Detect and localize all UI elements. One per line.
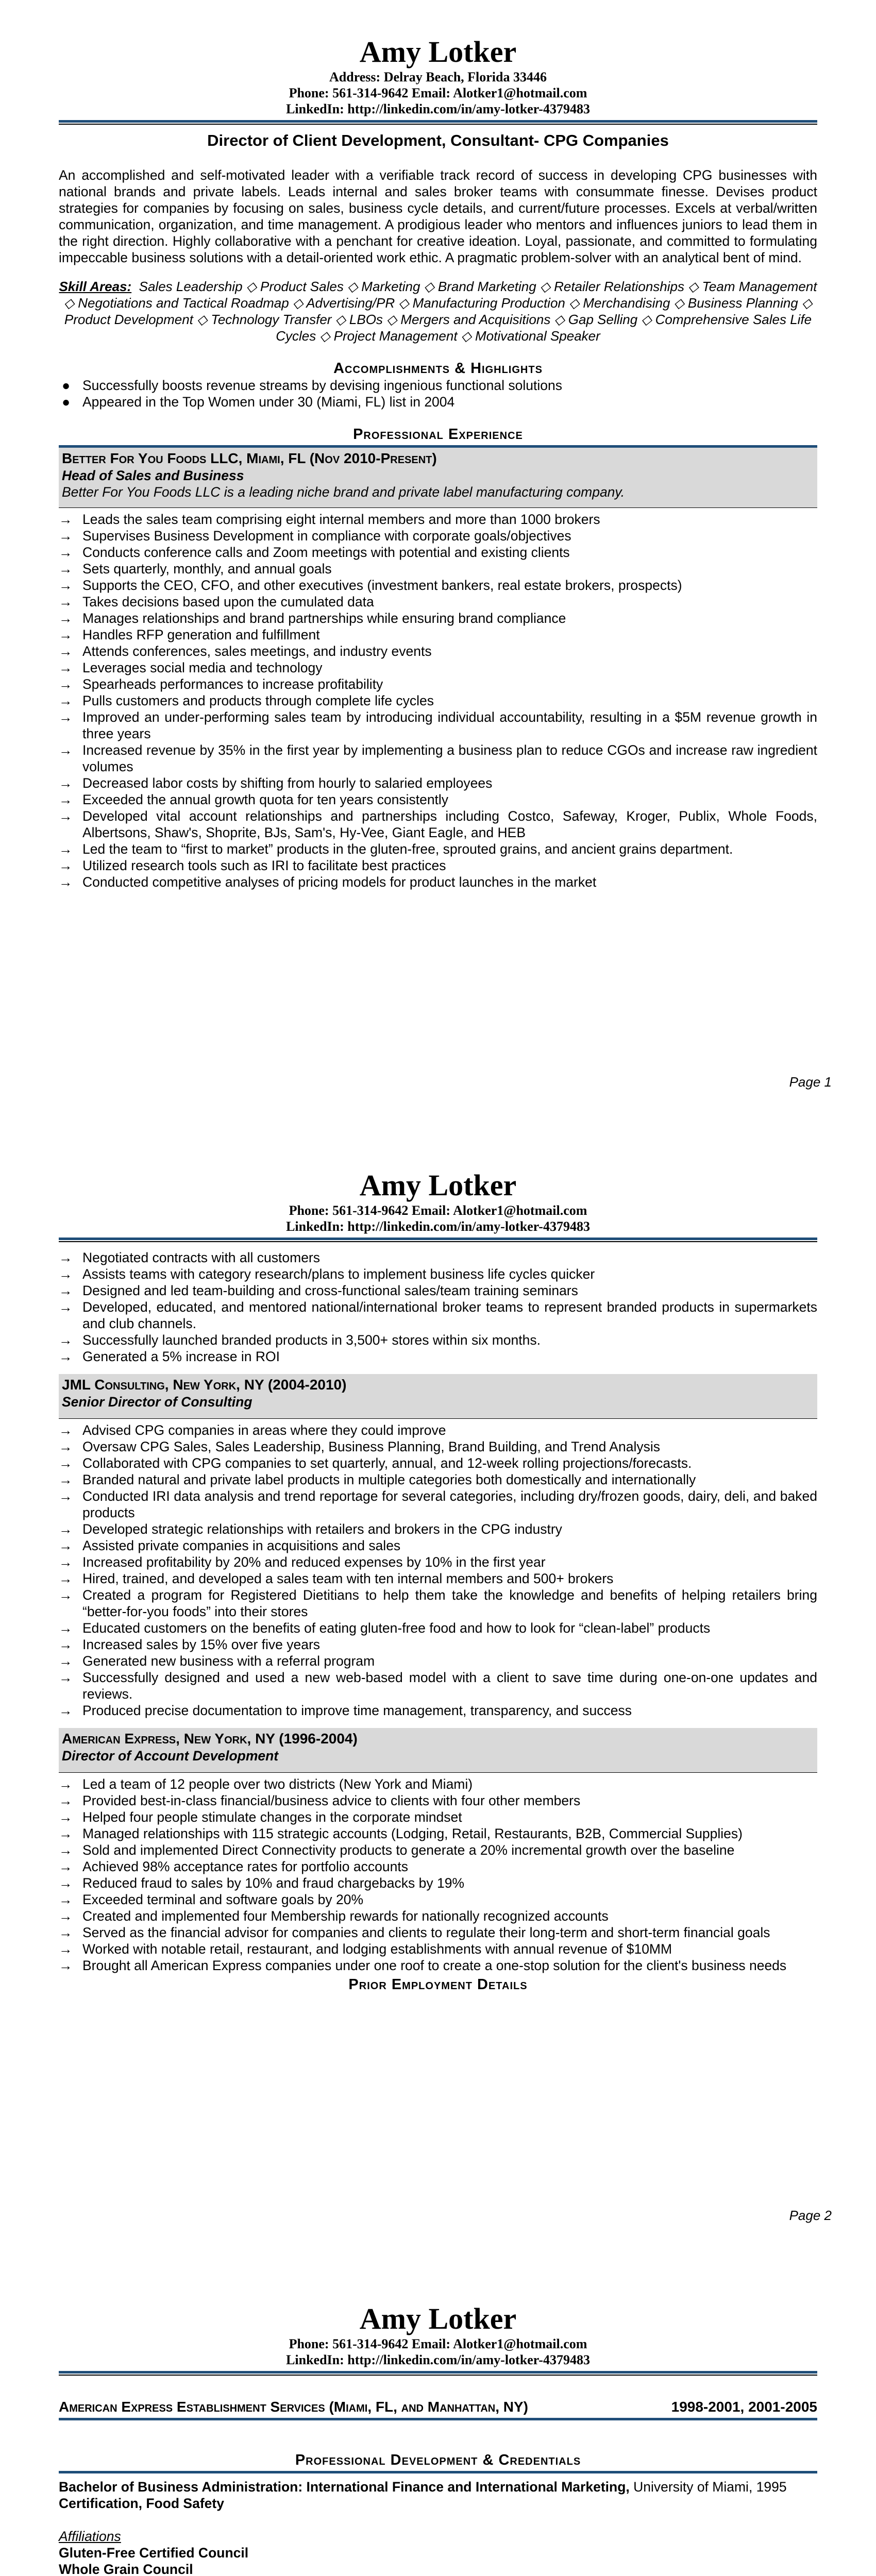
list-item: → Designed and led team-building and cross-functional sales/team training seminars xyxy=(59,1283,578,1298)
job-bullets xyxy=(59,1422,817,1719)
list-item: → Assists teams with category research/plans to implement business life cycles quicker xyxy=(59,1266,595,1282)
list-item: → Decreased labor costs by shifting from hourly to salaried employees xyxy=(59,775,493,791)
list-item: → Improved an under-performing sales team by introducing individual accountability, resulting in a $5M revenue growth in three years xyxy=(59,709,817,741)
list-item: → Increased revenue by 35% in the first year by implementing a business plan to reduce CGOs and increase raw ingredient volumes xyxy=(59,742,817,774)
list-item: → Increased profitability by 20% and reduced expenses by 10% in the first year xyxy=(59,1554,546,1570)
prior-employer-dates: 1998-2001, 2001-2005 xyxy=(671,2399,817,2415)
list-item: → Developed, educated, and mentored national/international broker teams to represent branded products in supermarkets and club channels. xyxy=(59,1299,817,1331)
candidate-name: Amy Lotker xyxy=(359,2302,517,2335)
skill-areas-label: Skill Areas: xyxy=(59,279,132,294)
list-item: → Increased sales by 15% over five years xyxy=(59,1637,321,1652)
list-item: → Conducted IRI data analysis and trend reportage for several categories, including dry/frozen goods, dairy, deli, and baked products xyxy=(59,1488,817,1520)
list-item: ● Successfully boosts revenue streams by devising ingenious functional solutions xyxy=(62,378,562,393)
list-item: → Sold and implemented Direct Connectivity products to generate a 20% incremental growth over the baseline xyxy=(59,1842,735,1858)
list-item: → Leverages social media and technology xyxy=(59,660,323,675)
list-item: → Conducts conference calls and Zoom meetings with potential and existing clients xyxy=(59,545,570,560)
list-item: → Collaborated with CPG companies to set quarterly, annual, and 12-week rolling projections/forecasts. xyxy=(59,1455,692,1471)
job-title: Head of Sales and Business xyxy=(62,468,244,483)
contact-phone-email: Phone: 561-314-9642 Email: Alotker1@hotmail.com xyxy=(289,86,587,100)
list-item: → Produced precise documentation to improve time management, transparency, and success xyxy=(59,1703,632,1718)
list-item: → Developed vital account relationships and partnerships including Costco, Safeway, Kroger, Publix, Whole Foods, Albertsons, Shaw's, Shoprite, BJs, Sam's, Hy-Vee, Giant Eagle, and HEB xyxy=(59,808,817,840)
list-item: → Exceeded terminal and software goals by 20% xyxy=(59,1892,364,1907)
skill-areas xyxy=(59,278,817,344)
job-title: Senior Director of Consulting xyxy=(62,1394,252,1410)
job-company: American Express, New York, NY (1996-2004) xyxy=(62,1731,358,1747)
list-item: → Hired, trained, and developed a sales team with ten internal members and 500+ brokers xyxy=(59,1571,614,1586)
page-number: Page 2 xyxy=(789,2208,832,2223)
prior-employment-title: Prior Employment Details xyxy=(348,1976,528,1993)
list-item: → Takes decisions based upon the cumulated data xyxy=(59,594,374,609)
contact-phone-email: Phone: 561-314-9642 Email: Alotker1@hotmail.com xyxy=(289,2336,587,2351)
degree-name: Bachelor of Business Administration: International Finance and International Marketing, xyxy=(59,2479,630,2495)
experience-title: Professional Experience xyxy=(353,426,523,443)
page-2 xyxy=(0,1133,876,2267)
list-item: → Supports the CEO, CFO, and other executives (investment bankers, real estate brokers, prospects) xyxy=(59,578,682,593)
list-item: ● Appeared in the Top Women under 30 (Miami, FL) list in 2004 xyxy=(62,394,455,410)
skill-areas-list: Sales Leadership ◇ Product Sales ◇ Marketing ◇ Brand Marketing ◇ Retailer Relationships ◇ Team Management ◇ Negotiations and Tactical Roadmap ◇ Advertising/PR ◇ Manufacturing Production ◇ Merchandising ◇ Business Planning ◇ Product Development ◇ Technology Transfer ◇ LBOs ◇ Mergers and Acquisitions ◇ Gap Selling ◇ Comprehensive Sales Life Cycles ◇ Project Management ◇ Motivational Speaker xyxy=(63,279,817,344)
job-description: Better For You Foods LLC is a leading niche brand and private label manufacturing company. xyxy=(62,484,625,500)
list-item: → Managed relationships with 115 strategic accounts (Lodging, Retail, Restaurants, B2B, Commercial Supplies) xyxy=(59,1826,743,1841)
summary: An accomplished and self-motivated leader with a verifiable track record of success in developing CPG businesses with national brands and private labels. Leads internal and sales broker teams with consummate finesse. Devises product strategies for companies by focusing on sales, business cycle details, and current/future processes. Excels at verbal/written communication, organization, and time management. A prodigious leader who mentors and influences juniors to lead them in the right direction. Highly collaborative with a penchant for creative ideation. Loyal, passionate, and committed to formulating impeccable business solutions with a detail-oriented work ethic. A pragmatic problem-solver with an analytical bent of mind. xyxy=(59,167,817,265)
candidate-name: Amy Lotker xyxy=(359,35,517,69)
list-item: → Generated new business with a referral program xyxy=(59,1653,375,1669)
list-item: → Leads the sales team comprising eight internal members and more than 1000 brokers xyxy=(59,512,600,527)
page-1 xyxy=(0,0,876,1133)
candidate-name: Amy Lotker xyxy=(359,1168,517,1202)
accomplishments-title: Accomplishments & Highlights xyxy=(333,360,543,377)
list-item: → Negotiated contracts with all customers xyxy=(59,1250,321,1265)
list-item: → Attends conferences, sales meetings, and industry events xyxy=(59,643,432,659)
list-item: → Oversaw CPG Sales, Sales Leadership, Business Planning, Brand Building, and Trend Analysis xyxy=(59,1439,660,1454)
education-title: Professional Development & Credentials xyxy=(295,2452,581,2468)
list-item: → Created and implemented four Membership rewards for nationally recognized accounts xyxy=(59,1908,609,1924)
list-item: → Worked with notable retail, restaurant, and lodging establishments with annual revenue of $10MM xyxy=(59,1941,672,1957)
affiliation-item: Whole Grain Council xyxy=(59,2562,193,2576)
prior-employer: American Express Establishment Services (Miami, FL, and Manhattan, NY) xyxy=(59,2399,528,2415)
list-item: → Sets quarterly, monthly, and annual goals xyxy=(59,561,332,577)
list-item: → Conducted competitive analyses of pricing models for product launches in the market xyxy=(59,874,597,890)
list-item: → Successfully designed and used a new web-based model with a client to save time during one-on-one updates and reviews. xyxy=(59,1670,817,1702)
contact-phone-email: Phone: 561-314-9642 Email: Alotker1@hotmail.com xyxy=(289,1203,587,1218)
job-company: JML Consulting, New York, NY (2004-2010) xyxy=(62,1377,347,1393)
list-item: → Achieved 98% acceptance rates for portfolio accounts xyxy=(59,1859,408,1874)
job-title: Director of Account Development xyxy=(62,1748,279,1764)
list-item: → Led the team to “first to market” products in the gluten-free, sprouted grains, and ancient grains department. xyxy=(59,841,733,857)
list-item: → Generated a 5% increase in ROI xyxy=(59,1349,280,1364)
accomplishments-list xyxy=(59,377,817,410)
list-item: → Reduced fraud to sales by 10% and fraud chargebacks by 19% xyxy=(59,1875,464,1891)
job-header xyxy=(59,1728,817,1772)
page-3 xyxy=(0,2267,876,2576)
page-number: Page 1 xyxy=(789,1074,832,1090)
list-item: → Provided best-in-class financial/business advice to clients with four other members xyxy=(59,1793,581,1808)
list-item: → Developed strategic relationships with retailers and brokers in the CPG industry xyxy=(59,1521,562,1537)
job-header xyxy=(59,448,817,507)
job-bullets-continued xyxy=(59,1249,817,1365)
list-item: → Utilized research tools such as IRI to facilitate best practices xyxy=(59,858,446,873)
contact-address: Address: Delray Beach, Florida 33446 xyxy=(329,70,547,84)
contact-linkedin: LinkedIn: http://linkedin.com/in/amy-lotker-4379483 xyxy=(286,2352,590,2367)
prior-employment-entry xyxy=(59,2398,817,2416)
degree-school: University of Miami, 1995 xyxy=(629,2479,787,2495)
affiliation-item: Gluten-Free Certified Council xyxy=(59,2545,249,2561)
contact-linkedin: LinkedIn: http://linkedin.com/in/amy-lotker-4379483 xyxy=(286,101,590,116)
list-item: → Pulls customers and products through complete life cycles xyxy=(59,693,434,708)
degree xyxy=(59,2479,817,2495)
list-item: → Handles RFP generation and fulfillment xyxy=(59,627,320,642)
list-item: → Assisted private companies in acquisitions and sales xyxy=(59,1538,401,1553)
list-item: → Successfully launched branded products in 3,500+ stores within six months. xyxy=(59,1332,541,1348)
list-item: → Educated customers on the benefits of eating gluten-free food and how to look for “clean-label” products xyxy=(59,1620,711,1636)
list-item: → Created a program for Registered Dietitians to help them take the knowledge and benefits of helping retailers bring “better-for-you foods” into their stores xyxy=(59,1587,817,1619)
contact-linkedin: LinkedIn: http://linkedin.com/in/amy-lotker-4379483 xyxy=(286,1219,590,1234)
list-item: → Served as the financial advisor for companies and clients to regulate their long-term and short-term financial goals xyxy=(59,1925,770,1940)
list-item: → Supervises Business Development in compliance with corporate goals/objectives xyxy=(59,528,571,544)
list-item: → Helped four people stimulate changes in the corporate mindset xyxy=(59,1809,462,1825)
list-item: → Led a team of 12 people over two districts (New York and Miami) xyxy=(59,1776,473,1792)
job-bullets xyxy=(59,511,817,890)
list-item: → Brought all American Express companies under one roof to create a one-stop solution for the client's business needs xyxy=(59,1958,787,1973)
list-item: → Exceeded the annual growth quota for ten years consistently xyxy=(59,792,449,807)
job-bullets xyxy=(59,1776,817,1974)
list-item: → Spearheads performances to increase profitability xyxy=(59,676,383,692)
headline: Director of Client Development, Consultant- CPG Companies xyxy=(207,131,669,149)
list-item: → Advised CPG companies in areas where they could improve xyxy=(59,1422,446,1438)
affiliations-label: Affiliations xyxy=(59,2529,121,2544)
list-item: → Manages relationships and brand partnerships while ensuring brand compliance xyxy=(59,611,566,626)
job-company: Better For You Foods LLC, Miami, FL (Nov 2010-Present) xyxy=(62,450,437,466)
certification: Certification, Food Safety xyxy=(59,2496,224,2511)
list-item: → Branded natural and private label products in multiple categories both domestically and internationally xyxy=(59,1472,696,1487)
job-header xyxy=(59,1374,817,1418)
